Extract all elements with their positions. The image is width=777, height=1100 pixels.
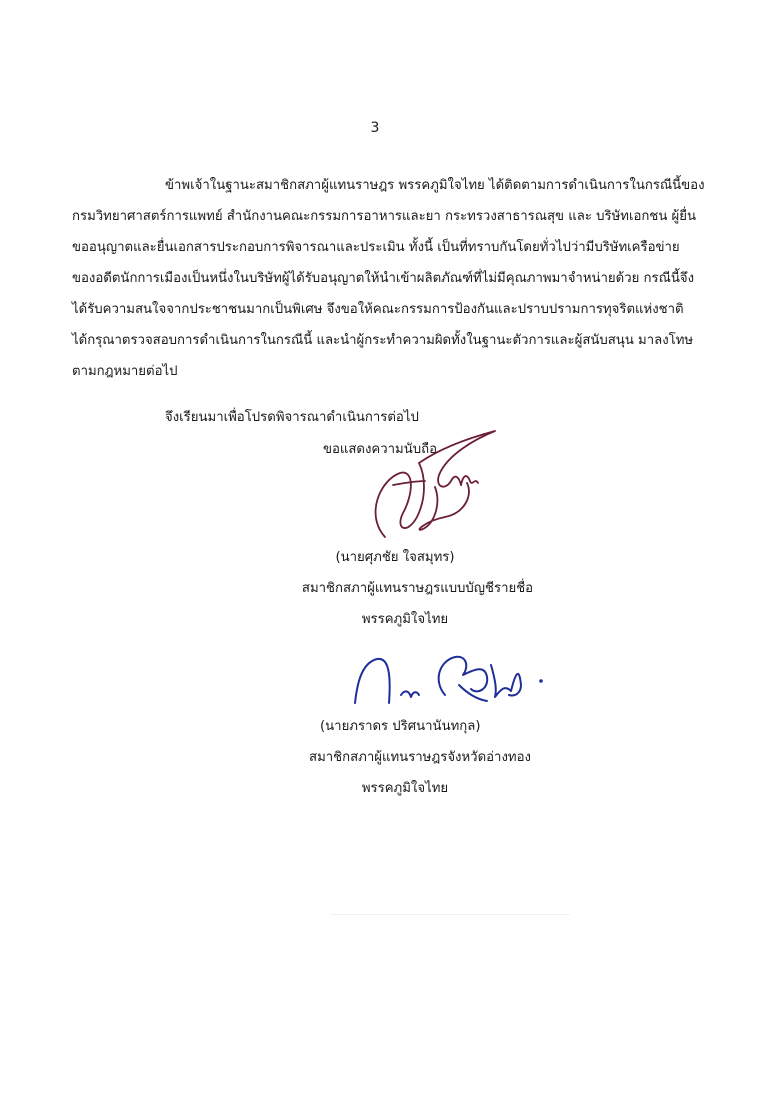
paragraph-line-7: ตามกฎหมายต่อไป bbox=[72, 364, 178, 379]
paragraph-line-3: ขออนุญาตและยื่นเอกสารประกอบการพิจารณาและประเมิน ทั้งนี้ เป็นที่ทราบกันโดยทั่วไปว่ามีบริษัทเครือข่าย bbox=[72, 240, 680, 255]
paragraph-line-6: ได้กรุณาตรวจสอบการดำเนินการในกรณีนี้ และนำผู้กระทำความผิดทั้งในฐานะตัวการและผู้สนับสนุน มาลงโทษ bbox=[72, 333, 694, 348]
signer-2-position: สมาชิกสภาผู้แทนราษฎรจังหวัดอ่างทอง bbox=[309, 750, 531, 765]
paragraph-line-1: ข้าพเจ้าในฐานะสมาชิกสภาผู้แทนราษฎร พรรคภูมิใจไทย ได้ติดตามการดำเนินการในกรณีนี้ของ bbox=[165, 178, 705, 193]
signer-1-name: (นายศุภชัย ใจสมุทร) bbox=[335, 550, 455, 565]
salutation: ขอแสดงความนับถือ bbox=[322, 442, 438, 457]
signer-2-party: พรรคภูมิใจไทย bbox=[361, 781, 449, 796]
page-number: 3 bbox=[370, 120, 380, 136]
paragraph-line-2: กรมวิทยาศาสตร์การแพทย์ สำนักงานคณะกรรมการอาหารและยา กระทรวงสาธารณสุข และ บริษัทเอกชน ผู้ยื่น bbox=[72, 209, 696, 224]
signer-1-party: พรรคภูมิใจไทย bbox=[361, 612, 449, 627]
closing-request: จึงเรียนมาเพื่อโปรดพิจารณาดำเนินการต่อไป bbox=[165, 410, 419, 425]
signature-1 bbox=[355, 425, 505, 555]
signer-2-name: (นายภราดร ปริศนานันทกุล) bbox=[320, 719, 481, 734]
paragraph-line-4: ของอดีตนักการเมืองเป็นหนึ่งในบริษัทผู้ได้รับอนุญาตให้นำเข้าผลิตภัณฑ์ที่ไม่มีคุณภาพมาจำหน่ายด้วย กรณีนี้จึง bbox=[72, 271, 695, 286]
signer-1-position: สมาชิกสภาผู้แทนราษฎรแบบบัญชีรายชื่อ bbox=[301, 581, 534, 596]
paragraph-line-5: ได้รับความสนใจจากประชาชนมากเป็นพิเศษ จึงขอให้คณะกรรมการป้องกันและปราบปรามการทุจริตแห่งชาติ bbox=[72, 302, 684, 317]
signature-2 bbox=[345, 645, 555, 715]
faint-divider bbox=[330, 914, 570, 915]
